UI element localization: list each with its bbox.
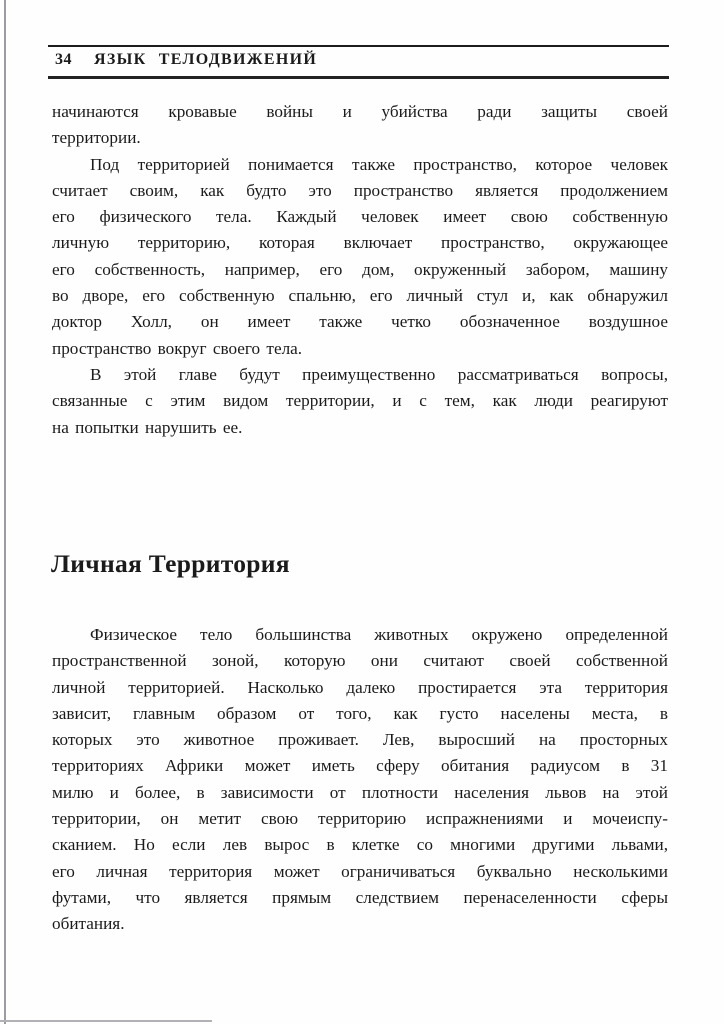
- body-text-top: [52, 99, 668, 441]
- text-line: Физическое тело большинства животных окружено определенной: [90, 625, 668, 644]
- text-line: В этой главе будут преимущественно рассматриваться вопросы,: [90, 364, 668, 384]
- text-line: территории.: [52, 128, 141, 148]
- text-line: доктор Холл, он имеет также четко обозначенное воздушное: [52, 312, 668, 332]
- text-line: во дворе, его собственную спальню, его личный стул и, как обнаружил: [52, 286, 668, 306]
- text-line: личной территорией. Насколько далеко простирается эта территория: [52, 677, 668, 697]
- text-line: связанные с этим видом территории, и с тем, как люди реагируют: [52, 391, 668, 411]
- text-line: начинаются кровавые войны и убийства ради защиты своей: [52, 102, 668, 121]
- text-line: которых это животное проживает. Лев, выросший на просторных: [52, 730, 668, 750]
- scan-edge-left-line: [4, 0, 6, 1024]
- text-line: обитания.: [52, 914, 125, 934]
- text-line: зависит, главным образом от того, как густо населены места, в: [52, 703, 668, 723]
- text-line: его физического тела. Каждый человек имеет свою собственную: [52, 207, 668, 227]
- text-line: территориях Африки может иметь сферу обитания радиусом в 31: [52, 756, 668, 776]
- section-heading: Личная Территория: [51, 549, 290, 578]
- scan-edge-bottom-line: [0, 1020, 212, 1022]
- text-line: его собственность, например, его дом, окруженный забором, машину: [52, 259, 668, 279]
- text-line: Под территорией понимается также пространство, которое человек: [90, 154, 668, 174]
- text-line: считает своим, как будто это пространство является продолжением: [52, 180, 668, 200]
- running-title: ЯЗЫК ТЕЛОДВИЖЕНИЙ: [94, 51, 318, 68]
- header-rule-top: [48, 45, 669, 47]
- text-line: пространство вокруг своего тела.: [52, 338, 303, 358]
- text-line: личную территорию, которая включает пространство, окружающее: [52, 233, 668, 253]
- text-line: территории, он метит свою территорию испражнениями и мочеиспу-: [52, 809, 668, 829]
- text-line: сканием. Но если лев вырос в клетке со многими другими львами,: [52, 835, 668, 855]
- text-line: его личная территория может ограничиваться буквально несколькими: [52, 861, 668, 881]
- header-rule-bottom: [48, 76, 669, 79]
- paragraph: [52, 152, 668, 362]
- page-number: 34: [55, 51, 72, 68]
- text-line: на попытки нарушить ее.: [52, 417, 243, 437]
- paragraph: [52, 99, 668, 152]
- text-line: пространственной зоной, которую они считают своей собственной: [52, 651, 668, 671]
- body-text-bottom: [52, 622, 668, 938]
- paragraph: [52, 362, 668, 441]
- text-line: футами, что является прямым следствием перенаселенности сферы: [52, 887, 668, 907]
- paragraph: [52, 622, 668, 938]
- text-line: милю и более, в зависимости от плотности населения львов на этой: [52, 782, 668, 802]
